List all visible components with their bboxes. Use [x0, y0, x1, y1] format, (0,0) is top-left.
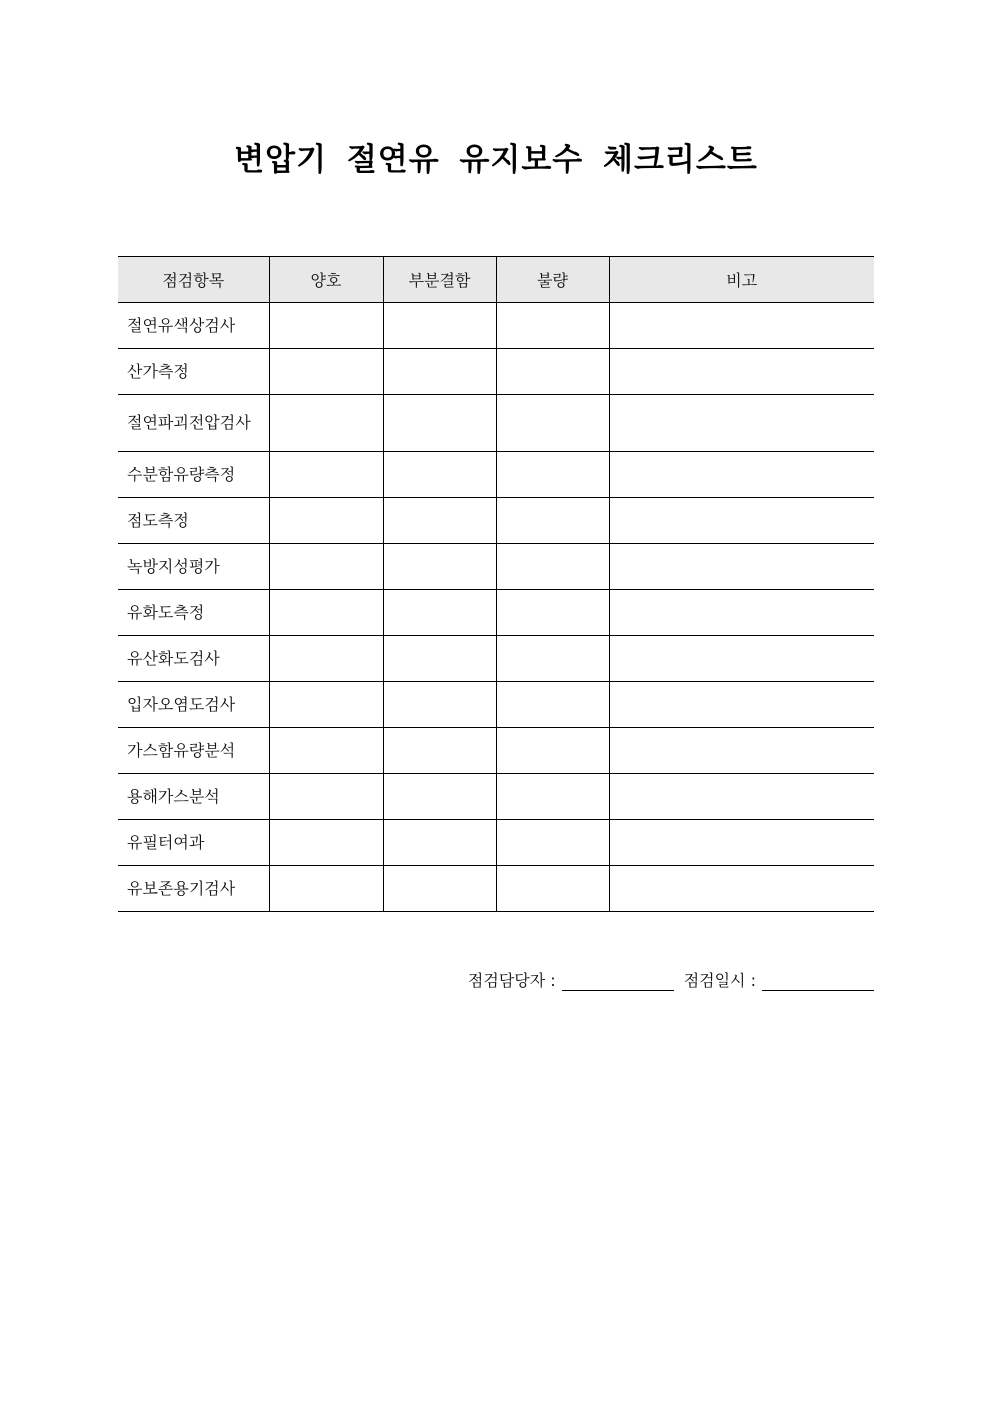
bad-cell[interactable] — [496, 349, 609, 395]
inspection-date-field[interactable] — [762, 972, 874, 991]
partial-defect-cell[interactable] — [383, 452, 496, 498]
remarks-cell[interactable] — [609, 544, 874, 590]
good-cell[interactable] — [269, 303, 383, 349]
table-row — [118, 728, 874, 774]
table-row — [118, 774, 874, 820]
good-cell[interactable] — [269, 498, 383, 544]
remarks-cell[interactable] — [609, 349, 874, 395]
header-remarks: 비고 — [609, 257, 874, 303]
remarks-cell[interactable] — [609, 728, 874, 774]
inspection-item: 용해가스분석 — [118, 774, 269, 820]
remarks-cell[interactable] — [609, 774, 874, 820]
partial-defect-cell[interactable] — [383, 395, 496, 452]
table-row — [118, 452, 874, 498]
inspection-item: 수분함유량측정 — [118, 452, 269, 498]
remarks-cell[interactable] — [609, 395, 874, 452]
inspector-label: 점검담당자 : — [467, 971, 556, 990]
inspection-item: 유보존용기검사 — [118, 866, 269, 912]
partial-defect-cell[interactable] — [383, 682, 496, 728]
good-cell[interactable] — [269, 636, 383, 682]
inspection-item: 절연파괴전압검사 — [118, 395, 269, 452]
remarks-cell[interactable] — [609, 590, 874, 636]
partial-defect-cell[interactable] — [383, 498, 496, 544]
remarks-cell[interactable] — [609, 636, 874, 682]
good-cell[interactable] — [269, 728, 383, 774]
good-cell[interactable] — [269, 395, 383, 452]
remarks-cell[interactable] — [609, 682, 874, 728]
inspection-item: 유산화도검사 — [118, 636, 269, 682]
bad-cell[interactable] — [496, 636, 609, 682]
inspection-item: 가스함유량분석 — [118, 728, 269, 774]
remarks-cell[interactable] — [609, 866, 874, 912]
bad-cell[interactable] — [496, 682, 609, 728]
inspection-item: 녹방지성평가 — [118, 544, 269, 590]
bad-cell[interactable] — [496, 590, 609, 636]
remarks-cell[interactable] — [609, 820, 874, 866]
good-cell[interactable] — [269, 452, 383, 498]
good-cell[interactable] — [269, 590, 383, 636]
table-row — [118, 303, 874, 349]
inspection-item: 산가측정 — [118, 349, 269, 395]
inspection-item: 절연유색상검사 — [118, 303, 269, 349]
good-cell[interactable] — [269, 820, 383, 866]
header-inspection-item: 점검항목 — [118, 257, 269, 303]
bad-cell[interactable] — [496, 544, 609, 590]
page-title: 변압기 절연유 유지보수 체크리스트 — [234, 142, 758, 178]
partial-defect-cell[interactable] — [383, 636, 496, 682]
checklist-table — [118, 256, 874, 912]
table-row — [118, 866, 874, 912]
partial-defect-cell[interactable] — [383, 866, 496, 912]
header-good: 양호 — [269, 257, 383, 303]
remarks-cell[interactable] — [609, 498, 874, 544]
table-row — [118, 682, 874, 728]
inspector-field[interactable] — [562, 972, 674, 991]
bad-cell[interactable] — [496, 820, 609, 866]
table-row — [118, 498, 874, 544]
bad-cell[interactable] — [496, 774, 609, 820]
table-row — [118, 395, 874, 452]
remarks-cell[interactable] — [609, 452, 874, 498]
partial-defect-cell[interactable] — [383, 820, 496, 866]
partial-defect-cell[interactable] — [383, 774, 496, 820]
bad-cell[interactable] — [496, 866, 609, 912]
inspection-item: 입자오염도검사 — [118, 682, 269, 728]
good-cell[interactable] — [269, 544, 383, 590]
bad-cell[interactable] — [496, 728, 609, 774]
table-row — [118, 349, 874, 395]
good-cell[interactable] — [269, 866, 383, 912]
header-partial-defect: 부분결함 — [383, 257, 496, 303]
good-cell[interactable] — [269, 349, 383, 395]
header-bad: 불량 — [496, 257, 609, 303]
inspection-date-label: 점검일시 : — [683, 971, 756, 990]
bad-cell[interactable] — [496, 395, 609, 452]
good-cell[interactable] — [269, 774, 383, 820]
table-row — [118, 636, 874, 682]
signature-section — [468, 968, 874, 991]
partial-defect-cell[interactable] — [383, 349, 496, 395]
bad-cell[interactable] — [496, 303, 609, 349]
table-row — [118, 590, 874, 636]
remarks-cell[interactable] — [609, 303, 874, 349]
table-row — [118, 544, 874, 590]
good-cell[interactable] — [269, 682, 383, 728]
inspection-item: 점도측정 — [118, 498, 269, 544]
table-row — [118, 820, 874, 866]
partial-defect-cell[interactable] — [383, 303, 496, 349]
partial-defect-cell[interactable] — [383, 544, 496, 590]
inspection-item: 유필터여과 — [118, 820, 269, 866]
table-header-row — [118, 257, 874, 303]
partial-defect-cell[interactable] — [383, 590, 496, 636]
bad-cell[interactable] — [496, 452, 609, 498]
inspection-item: 유화도측정 — [118, 590, 269, 636]
bad-cell[interactable] — [496, 498, 609, 544]
partial-defect-cell[interactable] — [383, 728, 496, 774]
